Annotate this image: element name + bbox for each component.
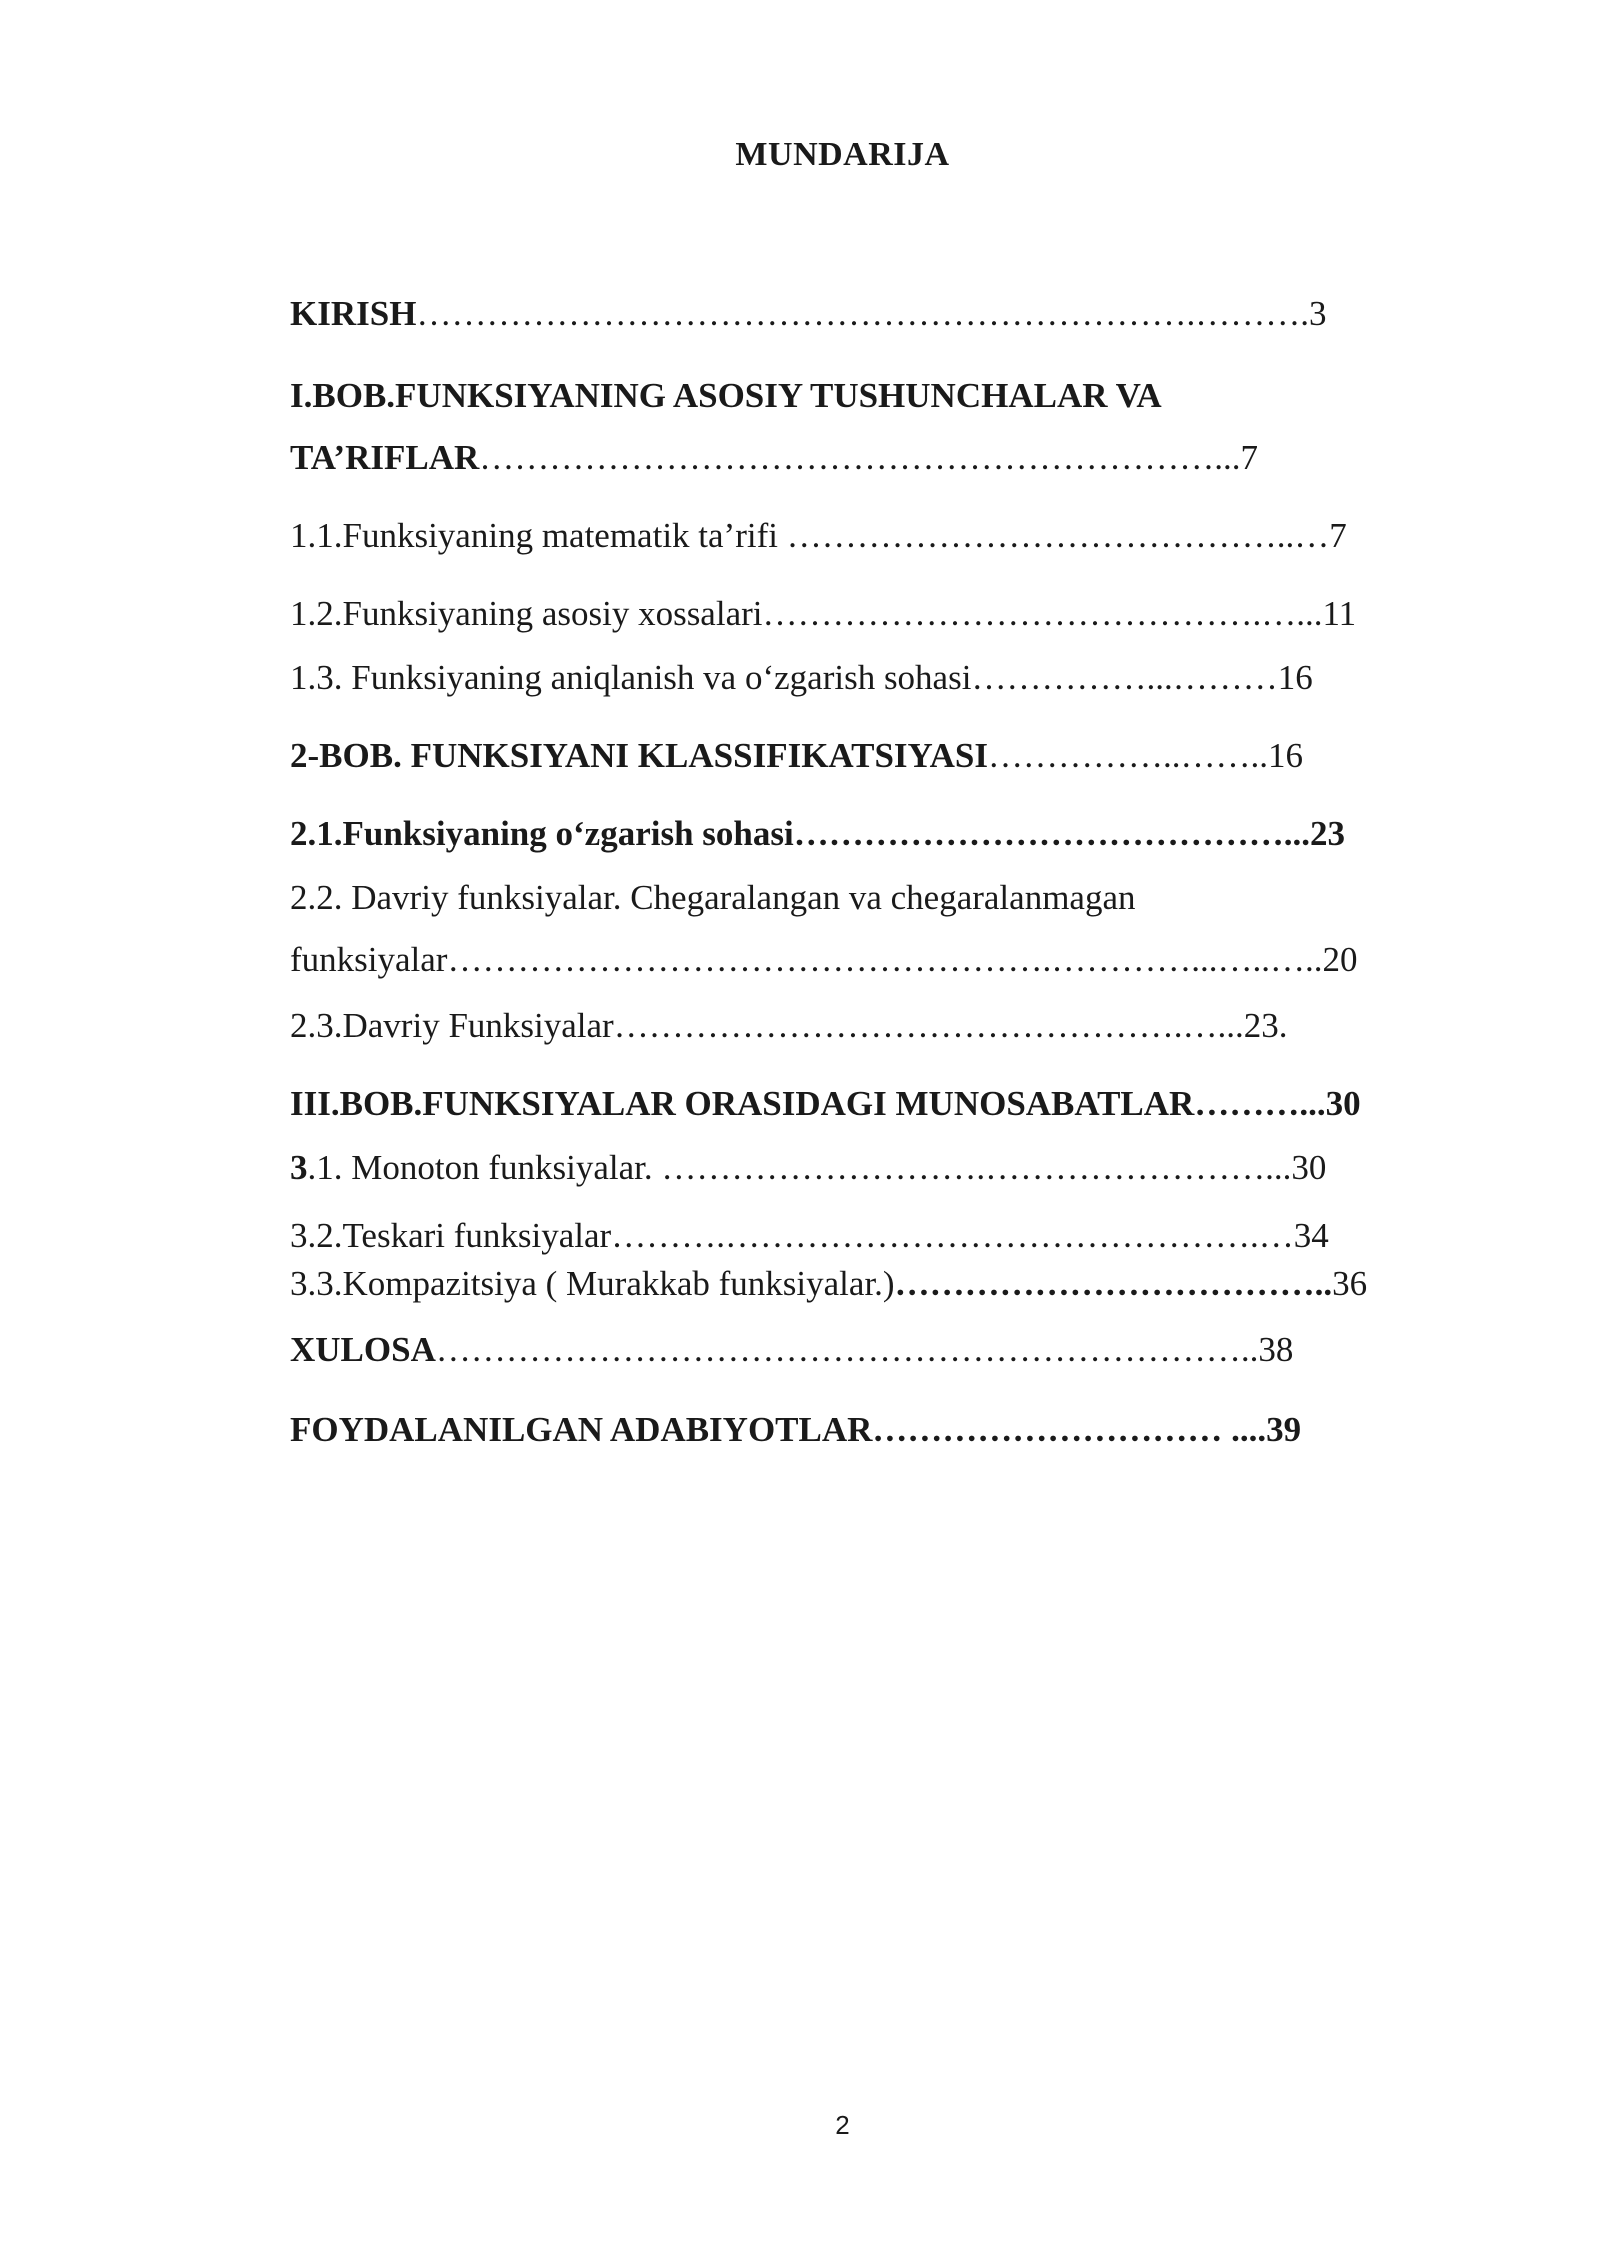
toc-leader: ………………………………………….…...: [613, 1006, 1244, 1045]
toc-entry-label: 3.2.Teskari funksiyalar: [290, 1216, 612, 1255]
toc-leader: ……………………….……………………...: [661, 1148, 1292, 1187]
toc-entry-label: TA’RIFLAR: [290, 438, 480, 477]
toc-entry-label: 1.1.Funksiyaning matematik ta’rifi: [290, 516, 787, 555]
page-title: MUNDARIJA: [735, 136, 950, 173]
toc-entry-bob3[interactable]: [290, 1082, 1361, 1126]
toc-entry-label: 2-BOB. FUNKSIYANI KLASSIFIKATSIYASI: [290, 736, 988, 775]
toc-entry-number: 3: [290, 1148, 308, 1187]
toc-entry-label: III.BOB.FUNKSIYALAR ORASIDAGI MUNOSABATLAR: [290, 1084, 1195, 1123]
toc-entry-1-1[interactable]: [290, 514, 1347, 558]
toc-entry-2-3[interactable]: [290, 1004, 1287, 1048]
toc-page-number: 38: [1258, 1330, 1294, 1369]
toc-entry-label: FOYDALANILGAN ADABIYOTLAR: [290, 1410, 873, 1449]
toc-leader: ………………………………………………………...: [479, 438, 1241, 477]
toc-entry-label: 2.1.Funksiyaning o‘zgarish sohasi: [290, 814, 794, 853]
toc-entry-label: KIRISH: [290, 294, 417, 333]
toc-entry-3-2[interactable]: [290, 1214, 1329, 1258]
toc-leader: ………………………………..: [894, 1264, 1333, 1303]
toc-entry-2-1[interactable]: [290, 812, 1345, 856]
toc-page-number: 39: [1266, 1410, 1302, 1449]
toc-entry-label: 1.3. Funksiyaning aniqlanish va o‘zgarish sohasi: [290, 658, 972, 697]
toc-page-number: 20: [1322, 940, 1358, 979]
toc-page-number: 34: [1293, 1216, 1329, 1255]
toc-page-number: 23: [1310, 814, 1345, 853]
toc-page-number: 3: [1308, 294, 1327, 333]
toc-entry-label: 3.3.Kompazitsiya ( Murakkab funksiyalar.): [290, 1264, 895, 1303]
toc-entry-2-2-line1[interactable]: [290, 876, 1136, 920]
toc-leader: ……………………………………..…: [786, 516, 1330, 555]
toc-entry-xulosa[interactable]: [290, 1328, 1293, 1372]
toc-entry-kirish[interactable]: [290, 292, 1326, 336]
toc-entry-label: 2.3.Davriy Funksiyalar: [290, 1006, 614, 1045]
toc-entry-label: 1.2.Funksiyaning asosiy xossalari: [290, 594, 763, 633]
toc-entry-bob1-line2[interactable]: [290, 436, 1258, 480]
toc-entry-label: 2.2. Davriy funksiyalar. Chegaralangan va chegaralanmagan: [290, 878, 1136, 917]
toc-leader: ………...: [1194, 1084, 1326, 1123]
toc-entry-bob1-line1[interactable]: [290, 374, 1162, 418]
toc-leader: …………………………………….…...: [762, 594, 1323, 633]
toc-entry-3-3[interactable]: [290, 1262, 1367, 1306]
toc-entry-bob2[interactable]: [290, 734, 1303, 778]
toc-page-number: 23.: [1243, 1006, 1288, 1045]
toc-entry-label: funksiyalar: [290, 940, 448, 979]
toc-page-number: 36: [1332, 1264, 1368, 1303]
toc-entry-label: I.BOB.FUNKSIYANING ASOSIY TUSHUNCHALAR VA: [290, 376, 1162, 415]
toc-entry-3-1[interactable]: [290, 1146, 1326, 1190]
toc-page-number: 11: [1322, 594, 1357, 633]
toc-leader: ……………………………………...: [793, 814, 1310, 853]
toc-leader: ……………...………: [971, 658, 1278, 697]
toc-entry-2-2-line2[interactable]: [290, 938, 1357, 982]
toc-leader: ………………………… ....: [872, 1410, 1267, 1449]
toc-entry-1-2[interactable]: [290, 592, 1356, 636]
toc-page-number: 16: [1277, 658, 1313, 697]
toc-leader: ……………………………………………………………..: [435, 1330, 1259, 1369]
toc-entry-label: .1. Monoton funksiyalar.: [307, 1148, 662, 1187]
toc-entry-1-3[interactable]: [290, 656, 1313, 700]
toc-leader: ………………………………………………………….……….: [416, 294, 1309, 333]
toc-page-number: 16: [1267, 736, 1303, 775]
toc-leader: …………………………………………….…………...…..…..: [447, 940, 1323, 979]
toc-page-number: 30: [1291, 1148, 1327, 1187]
toc-leader: ……….……………………………………….…: [611, 1216, 1294, 1255]
toc-page-number: 30: [1325, 1084, 1361, 1123]
toc-entry-label: XULOSA: [290, 1330, 436, 1369]
toc-page-number: 7: [1329, 516, 1347, 555]
toc-leader: ……………..……..: [987, 736, 1268, 775]
toc-entry-adabiyotlar[interactable]: [290, 1408, 1301, 1452]
toc-page-number: 7: [1240, 438, 1259, 477]
page-number: 2: [835, 2110, 850, 2140]
